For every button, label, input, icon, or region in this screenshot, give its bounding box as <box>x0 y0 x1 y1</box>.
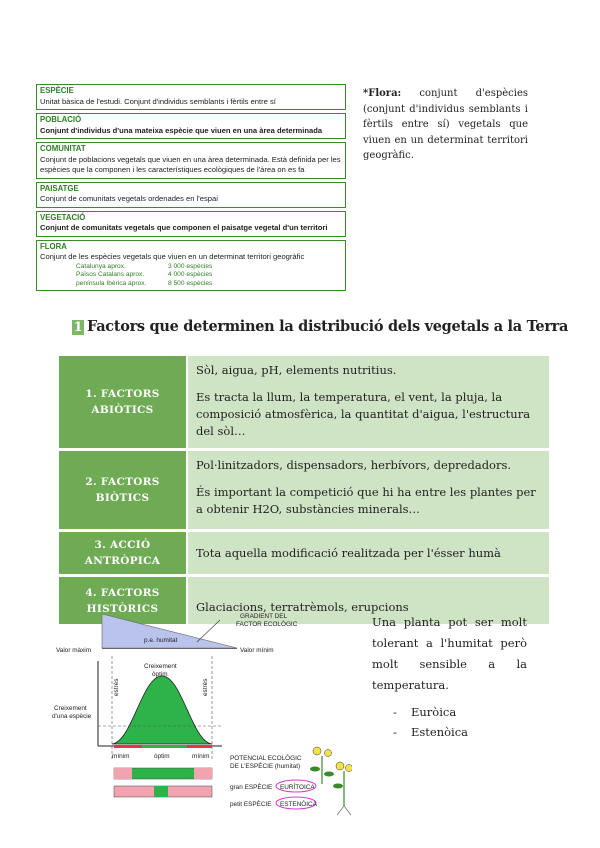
estres-left-label: estrès <box>113 678 120 696</box>
humitat-label: p.e. humitat <box>144 637 178 644</box>
definition-text: Conjunt de comunitats vegetals que componen el paisatge vegetal d'un territori <box>40 223 328 232</box>
flora-row <box>40 280 342 289</box>
definition-title: COMUNITAT <box>40 144 86 153</box>
factor-row-abiotics <box>59 356 549 451</box>
definition-title: FLORA <box>40 241 67 251</box>
factor-content <box>188 356 549 448</box>
definition-title: POBLACIÓ <box>40 115 82 124</box>
flora-row <box>40 263 342 272</box>
minim-left-label: mínim <box>112 753 130 760</box>
factor-label: 2. FACTORS BIÒTICS <box>59 451 188 529</box>
creixement-label-3: d'una espècie <box>52 713 92 720</box>
bullet-text: Estenòica <box>411 725 469 739</box>
factor-line: Pol·linitzadors, dispensadors, herbívors, depredadors. <box>196 458 512 472</box>
section-heading <box>72 318 568 335</box>
factor-row-biotics <box>59 451 549 532</box>
potencial-label-2: DE L'ESPÈCIE (humitat) <box>230 763 301 770</box>
flora-note <box>363 86 528 164</box>
definition-title: ESPÈCIE <box>40 86 74 95</box>
section-number: 1 <box>73 320 83 335</box>
factor-label: 1. FACTORS ABIÒTICS <box>59 356 188 448</box>
gran-label: gran ESPÈCIE <box>230 784 273 791</box>
factor-line: Glaciacions, terratrèmols, erupcions <box>196 600 409 614</box>
valor-minim-label: Valor mínim <box>240 647 274 654</box>
definition-poblacio <box>36 113 346 139</box>
bullet-text: Euròica <box>411 705 457 719</box>
ecological-gradient-diagram <box>52 606 352 818</box>
plant-estenoica-icon <box>333 762 352 815</box>
factor-line: Sòl, aigua, pH, elements nutritius. <box>196 363 397 377</box>
definition-title: PAISATGE <box>40 183 79 193</box>
flora-place: península Ibèrica aprox. <box>76 279 147 287</box>
definition-especie <box>36 84 346 110</box>
plant-euritoica-icon <box>310 747 334 784</box>
flora-row <box>40 271 342 280</box>
minim-right-label: mínim <box>192 753 210 760</box>
flora-place: Països Catalans aprox. <box>76 271 145 278</box>
factor-line: És important la competició que hi ha entre les plantes per a obtenir H2O, substàncies minerals… <box>196 485 536 516</box>
definition-title: VEGETACIÓ <box>40 212 86 222</box>
factor-label: 3. ACCIÓ ANTRÒPICA <box>59 532 188 574</box>
section-title: Factors que determinen la distribució dels vegetals a la Terra <box>87 318 569 335</box>
estres-right-label: estrès <box>202 678 209 696</box>
definition-text: Conjunt de les espècies vegetals que viuen en un determinat territori geogràfic <box>40 252 305 261</box>
definition-comunitat <box>36 142 346 179</box>
creixement-optim-label-2: òptim <box>152 671 168 678</box>
gran-type: EURÍTOICA <box>280 784 315 791</box>
gradient-label-1: GRADIENT DEL <box>240 613 288 620</box>
definition-text: Conjunt de comunitats vegetals ordenades en l'espai <box>40 194 218 203</box>
factor-row-antropica <box>59 532 549 577</box>
definitions-panel <box>36 84 346 294</box>
optim-label: òptim <box>154 753 170 760</box>
factor-line: Es tracta la llum, la temperatura, el vent, la pluja, la composició atmosfèrica, la quantitat d'aigua, l'estructura del sòl… <box>196 390 531 438</box>
note-term: *Flora: <box>363 88 402 99</box>
flora-count: 3 000 espècies <box>168 262 213 270</box>
definition-text: Unitat bàsica de l'estudi. Conjunt d'individus semblants i fèrtils entre sí <box>40 96 276 106</box>
factor-line: Tota aquella modificació realitzada per l'ésser humà <box>196 545 501 560</box>
bullet-item: - Euròica <box>393 705 457 719</box>
definition-text: Conjunt d'individus d'una mateixa espècie que viuen en una àrea determinada <box>40 125 323 135</box>
flora-count: 4 000 espècies <box>168 271 213 278</box>
factor-label: 4. FACTORS HISTÒRICS <box>59 577 188 624</box>
definition-text: Conjunt de poblacions vegetals que viuen en una àrea determinada. Està definida per les espècies que la componen i les característiques ecològiques de l'àrea on es fa <box>40 154 341 174</box>
flora-place: Catalunya aprox. <box>76 262 126 270</box>
petit-label: petit ESPÈCIE <box>230 801 272 808</box>
potencial-label-1: POTENCIAL ECOLÒGIC <box>230 755 302 762</box>
factor-content <box>188 532 549 574</box>
definition-paisatge <box>36 182 346 208</box>
definition-flora <box>36 240 346 292</box>
valor-maxim-label: Valor màxim <box>56 647 92 654</box>
tolerance-text: Una planta pot ser molt tolerant a l'humitat però molt sensible a la temperatura. <box>372 615 527 692</box>
factor-content <box>188 451 549 529</box>
flora-count: 8 500 espècies <box>168 279 213 287</box>
gradient-label-3: FACTOR ECOLÒGIC <box>236 621 298 628</box>
factors-table <box>59 356 549 627</box>
petit-type: ESTENÒICA <box>280 801 317 808</box>
creixement-optim-label-1: Creixement <box>144 663 177 670</box>
growth-curve <box>112 676 212 744</box>
note-text: conjunt d'espècies (conjunt d'individus semblants i fèrtils entre sí) vegetals que viuen en un determinat territori geogràfic. <box>363 88 528 161</box>
definition-vegetacio <box>36 211 346 237</box>
bullet-item: - Estenòica <box>393 725 469 739</box>
creixement-label-1: Creixement <box>54 705 87 712</box>
